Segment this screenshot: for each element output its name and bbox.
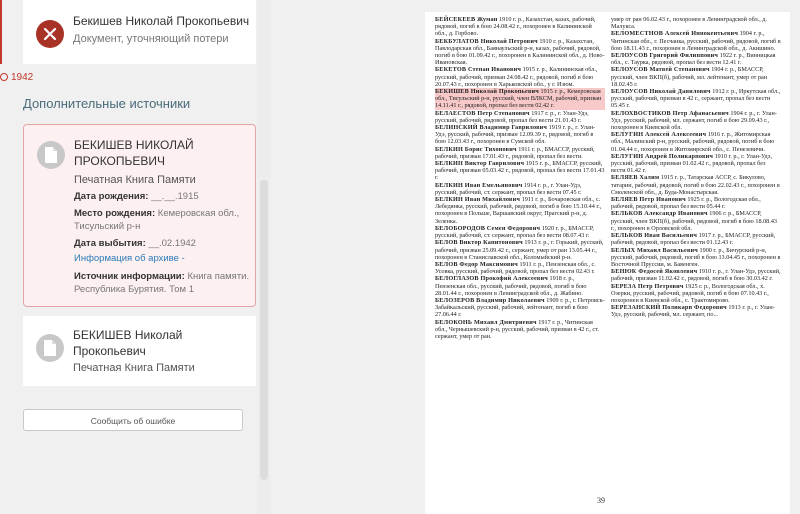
section-title: Дополнительные источники — [23, 96, 191, 111]
circle-icon — [0, 73, 8, 81]
document-page — [425, 12, 790, 514]
record-entry — [435, 124, 605, 146]
record-text: 1911 г. р., БМАССР, русский, рабочий, призван 17.01.43 г., рядовой, пропал без вести. — [435, 145, 595, 160]
record-entry — [435, 38, 605, 67]
record-name: БЕЛОКОНЬ Михаил Дмитриевич — [435, 318, 537, 326]
second-source-card[interactable] — [23, 316, 256, 386]
document-icon — [37, 141, 65, 169]
record-text: 1922 г. р., Винницкая обл., с. Таурка, рядовой, пропал без вести 12.41 г. — [611, 52, 776, 67]
record-name: БЕЛКИН Борис Тихонович — [435, 145, 517, 153]
record-entry — [435, 239, 605, 261]
record-name: БЕЛАЕСТОВ Петр Степанович — [435, 109, 530, 117]
record-entry — [435, 275, 605, 297]
record-text: 1910 г. р., г. Улан-Удэ, русский, рабочий, призван 11.02.42 г., рядовой, погиб в бою 30.03.42 г. — [611, 268, 781, 283]
record-text: 1900 г. р., Бичурский р-н, русский, рабочий, рядовой, погиб в бою 13.04.45 г., похоронен в Восточной Пруссии, м. Бавенген. — [611, 246, 781, 268]
source-name: Печатная Книга Памяти — [73, 362, 195, 374]
record-text: 1909 г. р., г. Петровск-Забайкальский, русский, рабочий, лейтенант, погиб в бою 27.06.44 г. — [435, 296, 605, 319]
year-label: 1942 — [11, 72, 34, 83]
record-name: БЕЛКИН Виктор Гаврилович — [435, 160, 525, 168]
info-value: Книга памяти. Республика Бурятия. Том 1 — [74, 271, 250, 295]
record-entry — [435, 261, 605, 275]
record-text: 1904 г. р., БМАССР, русский, член ВКП(б), рабочий, мл. лейтенант, умер от ран 18.02.45 г. — [611, 66, 768, 88]
record-text: 1915 г. р., Калининская обл., русский, рабочий, призван 24.08.42 г., рядовой, погиб в бою 20.07.43 г., похоронен в Харьковской обл., у г. Изюм. — [435, 66, 598, 88]
place-label: Место рождения: — [74, 208, 156, 219]
card-subtitle: Документ, уточняющий потери — [73, 33, 229, 45]
document-right-column — [611, 16, 781, 319]
selected-source-card[interactable] — [23, 124, 256, 307]
document-left-column — [435, 16, 605, 340]
birth-date-field — [74, 190, 252, 203]
left-scrollbar[interactable] — [258, 0, 270, 514]
record-entry — [611, 268, 781, 282]
record-name: БЕЛОУСОВ Николай Данилович — [611, 88, 711, 96]
record-entry — [611, 88, 781, 110]
record-entry — [611, 131, 781, 153]
record-entry — [611, 30, 781, 52]
record-entry — [435, 297, 605, 319]
birth-place-field — [74, 207, 252, 233]
birth-value: __.__.1915 — [151, 191, 199, 202]
record-name: БЕЙСЕКЕЕВ Жуман — [435, 16, 498, 23]
exit-date-field — [74, 237, 252, 250]
record-text: 1904 г. р., Читинская обл., г. Песчанка, русский, рабочий, рядовой, погиб в бою 18.11.43 г., похоронен в Ленинградской обл., д. Акишино. — [611, 30, 781, 52]
exit-label: Дата выбытия: — [74, 238, 146, 249]
record-name: БЕЛОВ Виктор Капитонович — [435, 239, 523, 247]
record-entry — [435, 66, 605, 88]
record-entry — [611, 16, 781, 30]
record-entry — [611, 304, 781, 318]
card-title-line2: ПРОКОПЬЕВИЧ — [74, 154, 166, 168]
record-entry — [611, 247, 781, 269]
record-name: БЕЛУГИН Андрей Поликарпович — [611, 152, 714, 160]
record-entry — [611, 110, 781, 132]
record-name: БЕЛКИН Иван Михайлович — [435, 196, 521, 204]
page-number: 39 — [597, 496, 605, 505]
record-name: БЕЛЬКОВ Александр Иванович — [611, 210, 708, 218]
record-text: 1915 г. р., Татарская АССР, с. Бикулово, татарин, рабочий, рядовой, погиб в бою 22.02.43 г., похоронен в Смоленской обл., д. Буда-Монастырская. — [611, 174, 780, 196]
record-name: БЕЛУГИН Алексей Алексеевич — [611, 131, 707, 139]
record-text: 1918 г. р., Пензенская обл., русский, рабочий, рядовой, погиб в бою 28.01.44 г., похоронен в Ленинградской обл., д. Жабино. — [435, 275, 587, 297]
record-name: БЕЛОВ Федор Максимович — [435, 260, 518, 268]
record-text: 1916 г. р., Житомирская обл., Малинский р-н, русский, рабочий, рядовой, погиб в бою 01.04.44 г., похоронен в Житомирской обл., с. Пенезевичи. — [611, 131, 775, 153]
info-source-field — [74, 270, 252, 296]
place-value: Кемеровская обл., Тисульский р-н — [74, 208, 240, 232]
record-name: БЕЛОЗЕРОВ Владимир Николаевич — [435, 296, 545, 304]
record-name: БЕЛОХВОСТИКОВ Петр Афанасьевич — [611, 109, 729, 117]
record-entry — [435, 196, 605, 225]
record-entry — [435, 146, 605, 160]
record-text: 1912 г. р., Иркутская обл., русский, рабочий, призван в 42 г., сержант, пропал без вести 05.45 г. — [611, 88, 781, 110]
record-name: БЕЛОУСОВ Григорий Филиппович — [611, 52, 719, 60]
record-text: 1914 г. р., г. Улан-Удэ, русский, рабочий, ст. сержант, пропал без вести 07.45 г. — [435, 181, 582, 196]
card-title-line2: Прокопьевич — [73, 344, 146, 358]
record-text: 1919 г. р., г. Улан-Удэ, русский, рабочий, призван 12.09.39 г., рядовой, погиб в бою 12.03.43 г., похоронен в Сумской обл. — [435, 124, 596, 146]
archive-info-link[interactable]: Информация об архиве - — [74, 253, 185, 264]
source-name: Печатная Книга Памяти — [74, 174, 196, 186]
record-entry — [611, 210, 781, 232]
record-entry — [611, 153, 781, 175]
record-entry — [435, 88, 605, 110]
record-entry — [435, 160, 605, 182]
record-entry — [611, 283, 781, 305]
record-entry — [611, 66, 781, 88]
card-name: Бекишев Николай Прокопьевич — [73, 14, 250, 28]
info-label: Источник информации: — [74, 271, 185, 282]
record-text: 1915 г. р., Кемеровская обл., Тисульский р-н, русский, член ВЛКСМ, рабочий, призван 14.11.41 г., рядовой, пропал без вести 02.42 г. — [435, 88, 602, 110]
record-name: БЕЛЯЕВ Петр Иванович — [611, 196, 686, 204]
record-name: БЕКБУЛАТОВ Николай Петрович — [435, 37, 538, 45]
record-text: 1913 г. р., г. Улан-Удэ, русский, рабочий, мл. сержант, по... — [611, 304, 775, 319]
record-text: 1906 г. р., БМАССР, русский, член ВКП(б), рабочий, рядовой, погиб в бою 18.08.43 г., похоронен в Орловской обл. — [611, 210, 778, 232]
scrollbar-thumb[interactable] — [260, 180, 268, 480]
record-text: 1910 г. р., Казахстан, Павлодарская обл., Баянаульский р-н, казах, рабочий, рядовой, погиб в бою 01.09.42 г., похоронен в Калининской обл., д. Ново-Ивановская. — [435, 37, 605, 67]
record-text: 1904 г. р., г. Улан-Удэ, русский, рабочий, мл. сержант, погиб в бою 29.09.43 г., похоронен в Киевской обл. — [611, 109, 777, 132]
record-name: БЕЛИНСКИЙ Владимир Гаврилович — [435, 124, 548, 132]
record-text: 1911 г. р., Пензенская обл., с. Усовка, русский, рабочий, рядовой, пропал без вести 02.43 г. — [435, 260, 596, 276]
record-name: БЕНЮК Федосей Яковлевич — [611, 268, 698, 276]
record-name: БЕРЕЗА Петр Петрович — [611, 282, 684, 290]
record-name: БЕЛКИН Иван Емельянович — [435, 181, 523, 189]
record-text: 1925 г. р., Вологодская обл., рабочий, рядовой, пропал без вести 05.44 г. — [611, 196, 761, 211]
year-marker — [0, 72, 33, 83]
record-name: БЕКИШЕВ Николай Прокопьевич — [435, 88, 539, 96]
remove-icon[interactable] — [36, 20, 64, 48]
record-text: 1917 г. р., БМАССР, русский, рабочий, рядовой, пропал без вести 01.12.43 г. — [611, 232, 776, 247]
record-name: БЕЛОМЕСТНОВ Алексей Иннокентьевич — [611, 30, 739, 38]
document-icon — [36, 334, 64, 362]
record-text: 1917 г. р., г. Улан-Удэ, русский, рабочий, рядовой, пропал без вести 21.01.43 г. — [435, 109, 589, 124]
record-name: БЕКЕТОВ Степан Иванович — [435, 66, 522, 74]
record-name: БЕЛЫХ Михаил Васильевич — [611, 246, 698, 254]
record-entry — [611, 232, 781, 246]
record-entry — [435, 319, 605, 341]
report-error-button[interactable]: Сообщить об ошибке — [23, 409, 243, 431]
record-text: 1917 г. р., Читинская обл., Чернышевский р-н, русский, рабочий, призван в 42 г., ст. сержант, умер от ран. — [435, 318, 599, 340]
birth-label: Дата рождения: — [74, 191, 149, 202]
record-text: 1915 г. р., БМАССР, русский, рабочий, призван 05.03.42 г., рядовой, пропал без вести 17.01.43 г. — [435, 160, 605, 182]
record-entry — [611, 196, 781, 210]
record-text: 1911 г. р., Бочаровская обл., с. Лебедянка, русский, рабочий, рядовой, погиб в бою 15.10.44 г., похоронен в Польше, Варшавский округ, Прагский р-н, д. Зеленка. — [435, 196, 602, 225]
timeline-marker — [0, 0, 2, 64]
record-text: 1913 г. р., г. Горький, русский, рабочий, призван 25.09.42 г., сержант, умер от ран 13.05.44 г., похоронен в Станиславской обл., Коломыйский р-н. — [435, 239, 604, 261]
record-entry — [611, 174, 781, 196]
record-entry — [435, 16, 605, 38]
record-name: БЕЛОГЛАЗОВ Прокофий Алексеевич — [435, 275, 548, 283]
record-name: БЕРЕЗАНСКИЙ Поликарп Федорович — [611, 304, 727, 312]
record-name: БЕЛЯЕВ Халим — [611, 174, 660, 182]
record-name: БЕЛОБОРОДОВ Семен Федорович — [435, 224, 541, 232]
left-panel — [0, 0, 258, 514]
record-text: 1925 г. р., Вологодская обл., х. Озерки, русский, рабочий, рядовой, погиб в бою 07.10.43 г., похоронен в Киевской обл., с. Трактомирово. — [611, 282, 769, 304]
record-text: умер от ран 06.02.43 г., похоронен в Ленинградской обл., д. Малукса. — [611, 16, 767, 31]
loss-document-card[interactable] — [23, 0, 256, 64]
card-title-line1: БЕКИШЕВ Николай — [73, 328, 183, 342]
record-text: 1910 г. р., Казахстан, казах, рабочий, рядовой, погиб в бою 24.08.42 г., похоронен в Калининской обл., д. Горбово. — [435, 16, 596, 38]
record-entry — [435, 182, 605, 196]
record-text: 1920 г. р., БМАССР, русский, рабочий, ст. сержант, пропал без вести 08.07.43 г. — [435, 224, 594, 240]
record-name: БЕЛОУСОВ Матвей Степанович — [611, 66, 710, 74]
record-entry — [435, 225, 605, 239]
record-text: 1910 г. р., г. Улан-Удэ, русский, рабочий, призван 01.02.42 г., рядовой, пропал без вести 01.42 г. — [611, 152, 773, 175]
card-title-line1: БЕКИШЕВ НИКОЛАЙ — [74, 138, 194, 152]
record-entry — [435, 110, 605, 124]
record-entry — [611, 52, 781, 66]
record-name: БЕЛЬКОВ Иван Васильевич — [611, 232, 698, 240]
exit-value: __.02.1942 — [148, 238, 196, 249]
